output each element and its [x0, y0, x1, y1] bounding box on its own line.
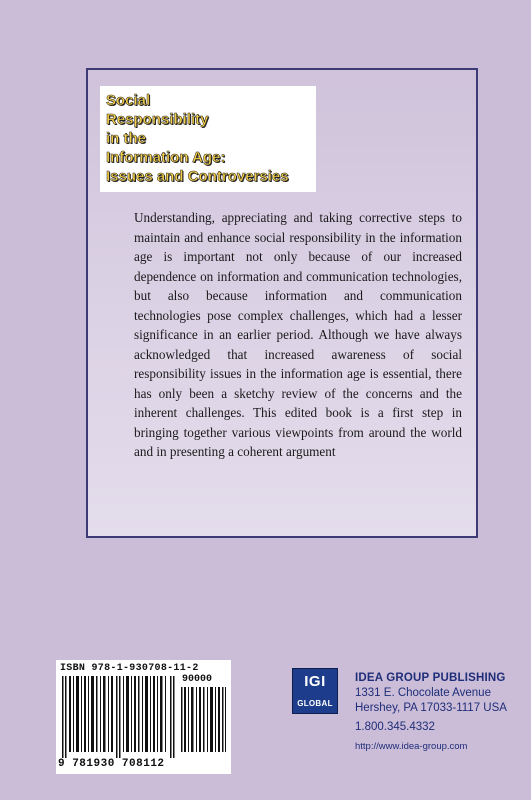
title-line-1: Social	[106, 92, 151, 109]
ean-barcode-bars	[60, 676, 178, 758]
addon-number: 90000	[182, 674, 213, 685]
publisher-info	[355, 671, 507, 754]
isbn-label: ISBN 978-1-930708-11-2	[60, 663, 199, 674]
addon-barcode-bars	[180, 687, 228, 752]
title-line-2: Responsibility	[106, 111, 209, 128]
publisher-address-line-2: Hershey, PA 17033-1117 USA	[355, 702, 507, 714]
ean-number: 9 781930 708112	[58, 758, 165, 770]
book-description: Understanding, appreciating and taking corrective steps to maintain and enhance social responsibility in the information age is important not only because of our increased dependence on information and communication technologies, but also because information and communication technologies pose complex challenges, which had a lesser significance in an earlier period. Although we have always acknowledged that increased awareness of social responsibility issues in the information age is essential, there has only been a sketchy review of the concerns and the inherent challenges. This edited book is a first step in bringing together various viewpoints from around the world and in presenting a coherent argument	[134, 210, 462, 459]
book-title	[100, 86, 316, 192]
logo-text-top: IGI	[304, 673, 326, 690]
igi-global-logo	[292, 668, 338, 714]
publisher-address-line-1: 1331 E. Chocolate Avenue	[355, 687, 491, 699]
title-line-5: Issues and Controversies	[106, 168, 289, 185]
barcode	[56, 660, 231, 774]
publisher-url: http://www.idea-group.com	[355, 741, 468, 752]
publisher-name: IDEA GROUP PUBLISHING	[355, 672, 506, 684]
title-line-3: in the	[106, 130, 146, 147]
logo-text-bottom: GLOBAL	[297, 699, 333, 708]
title-line-4: Information Age:	[106, 149, 226, 166]
publisher-phone: 1.800.345.4332	[355, 721, 435, 733]
